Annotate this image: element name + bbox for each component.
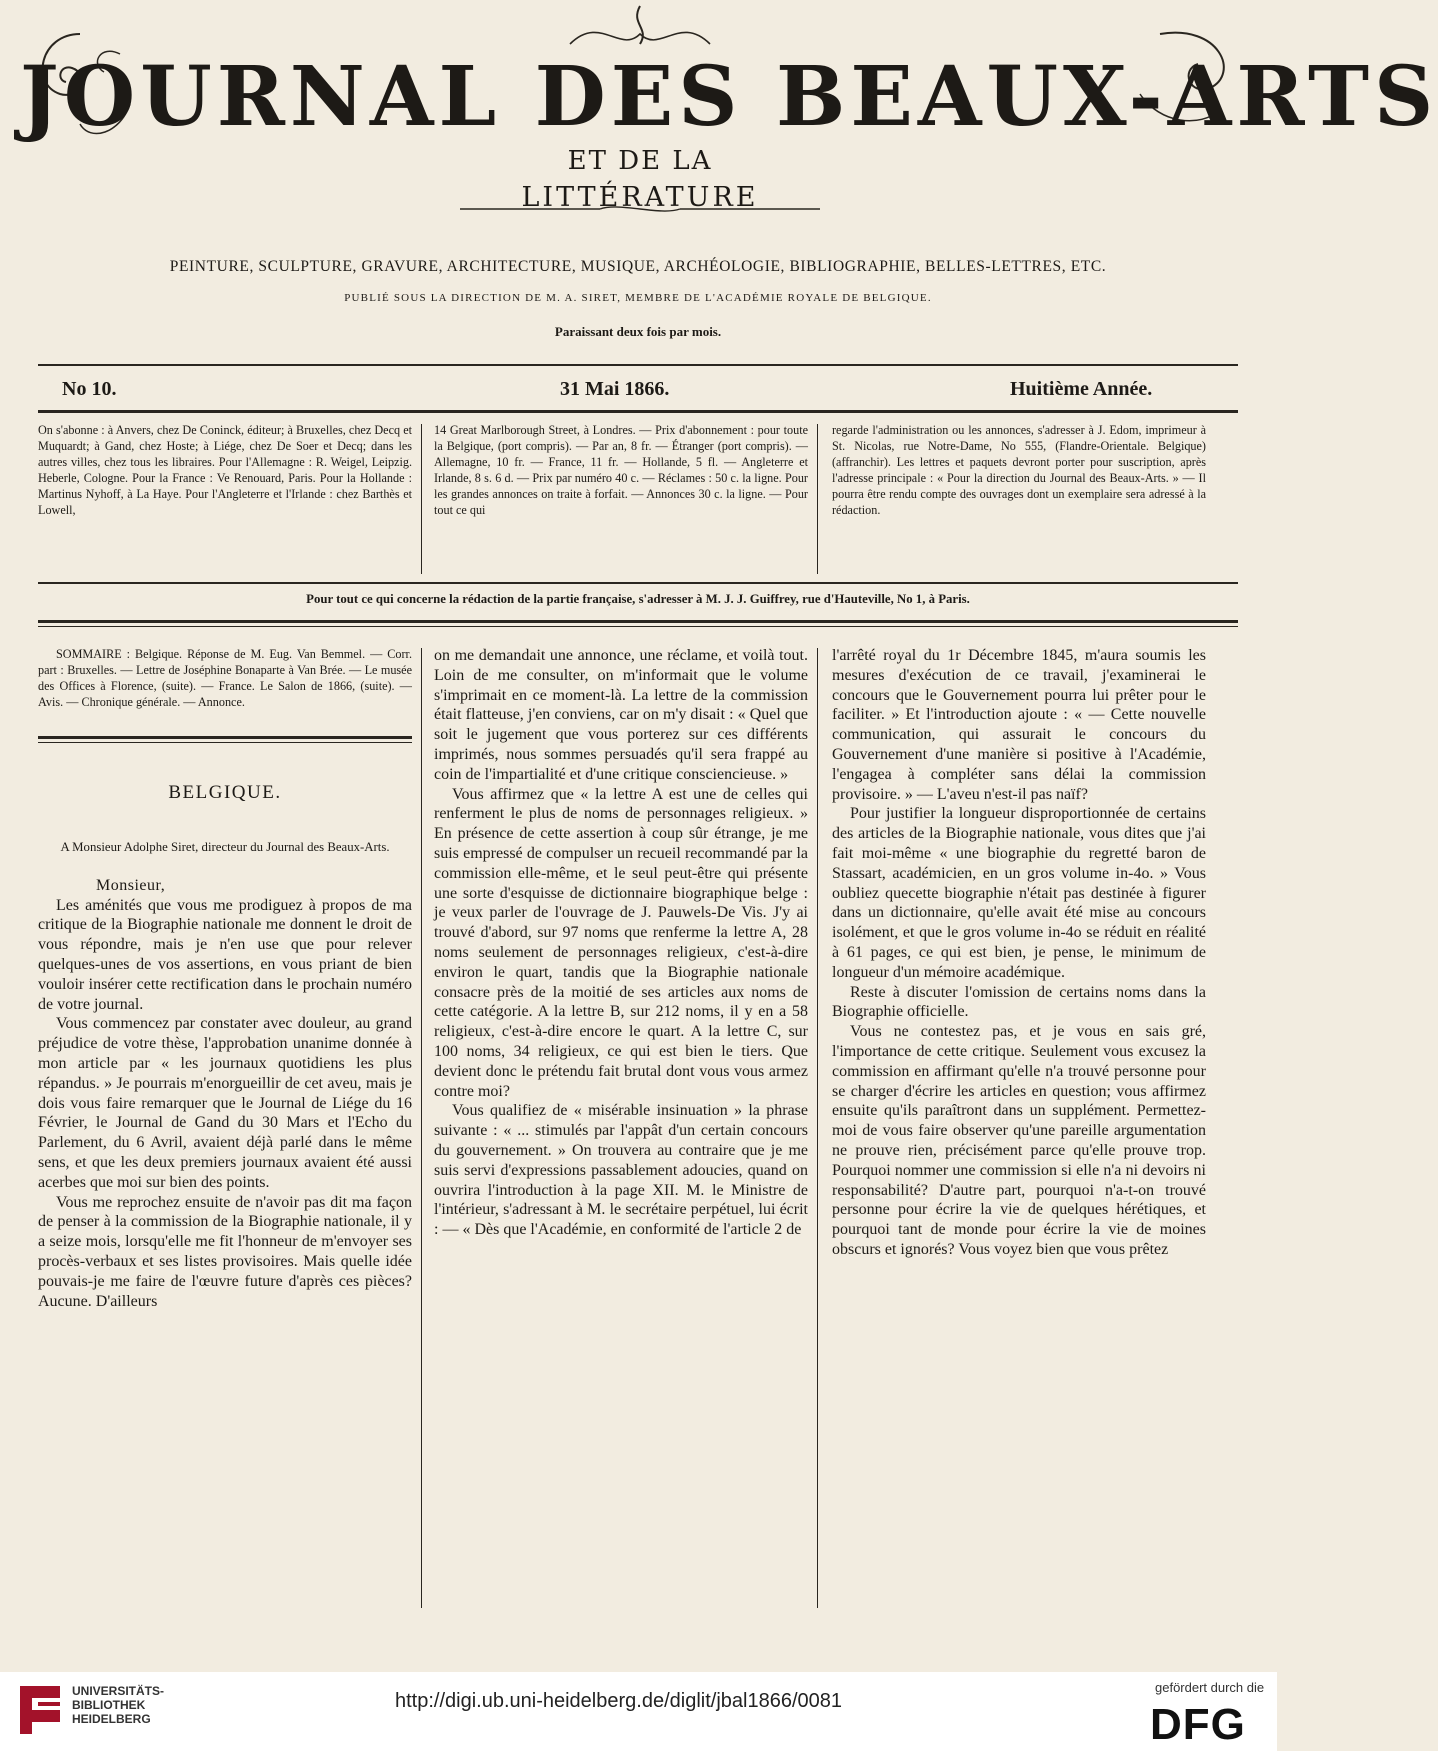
journal-title: JOURNAL DES BEAUX-ARTS <box>20 49 1438 145</box>
col3-paragraph: Pour justifier la longueur disproportionnée de certains des articles de la Biographie nationale, vous dites que j'ai fait moi-même « une biographie du regretté baron de Stassart, académicien, en un gros volume in-4o. » Vous oubliez quecette biographie n'était pas destinée à figurer dans un dictionnaire, qu'elle avait été mise au concours isolément, et que le gros volume in-4o se réduit en réalité à 61 pages, ce qui est bien, je pense, le minimum de longueur d'un mémoire académique. <box>832 805 1206 981</box>
issue-year: Huitième Année. <box>1010 378 1153 400</box>
header-rule-bottom <box>38 410 1238 413</box>
col2-paragraph: on me demandait une annonce, une réclame, et voilà tout. Loin de me consulter, on m'informait que le volume s'imprimait en ce moment-là. La lettre de la commission était flatteuse, j'en conviens, car on m'y disait : « Quel que soit le jugement que vous porterez sur ces différents imprimés, nous sommes persuadés qu'il sera frappé au coin de l'impartialité et d'une critique consciencieuse. » <box>434 647 808 783</box>
redaction-rule-bottom <box>38 620 1238 623</box>
dfg-logo-text: DFG <box>1150 1700 1246 1749</box>
col1-paragraph: Vous commencez par constater avec douleur, au grand préjudice de votre thèse, l'approbation unanime donnée à mon article par « les journaux quotidiens les plus répandus. » Je pourrais m'enorgueillir de cet aveu, mais je dois vous faire remarquer que le Journal de Liége du 16 Février, le Journal de Gand du 30 Mars et l'Echo du Parlement, du 6 Avril, avaient déjà parlé dans le même sens, et que les deux premiers journaux avaient été aussi acerbes que moi sur bien des points. <box>38 1015 412 1191</box>
university-library-logo-icon <box>16 1682 64 1738</box>
letter-salutation: Monsieur, <box>96 876 166 894</box>
journal-subtitle-et-de-la: ET DE LA <box>567 146 713 176</box>
col1-paragraph: Les aménités que vous me prodiguez à propos de ma critique de la Biographie nationale me donnent le droit de vous répondre, mais je n'en use que pour relever quelques-unes de vos assertions, en vous priant de bien vouloir insérer cette rectification dans le prochain numéro de votre journal. <box>38 896 412 1013</box>
issue-date: 31 Mai 1866. <box>560 378 670 400</box>
col2-paragraph: Vous qualifiez de « misérable insinuation » la phrase suivante : « ... stimulés par l'appât d'un certain concours du gouvernement. » On trouvera au contraire que je me suis servi d'expressions passablement adoucies, quand on ouvrira l'introduction à la page XII. M. le Ministre de l'intérieur, s'adressant à M. le secrétaire perpétuel, lui écrit : — « Dès que l'Académie, en conformité de l'article 2 de <box>434 1102 808 1239</box>
library-line: HEIDELBERG <box>72 1712 151 1726</box>
library-line: UNIVERSITÄTS- <box>72 1684 165 1698</box>
article-column-2 <box>434 646 808 1240</box>
journal-subtitle-litterature: LITTÉRATURE <box>521 182 759 213</box>
redaction-rule-bottom-2 <box>38 626 1238 627</box>
publisher-line: PUBLIÉ SOUS LA DIRECTION DE M. A. SIRET, MEMBRE DE L'ACADÉMIE ROYALE DE BELGIQUE. <box>344 292 932 304</box>
col1-paragraph: Vous me reprochez ensuite de n'avoir pas dit ma façon de penser à la commission de la Biographie nationale, il y a seize mois, lorsqu'elle me fit l'honneur de m'envoyer ses procès-verbaux et ses listes provisoires. Mais quelle idée pouvais-je me faire de l'œuvre future d'après ces pièces? Aucune. D'ailleurs <box>38 1193 412 1310</box>
section-heading-belgique: BELGIQUE. <box>168 782 282 803</box>
column-divider-1 <box>421 648 422 1608</box>
article-column-3 <box>832 646 1206 1260</box>
sommaire: SOMMAIRE : Belgique. Réponse de M. Eug. Van Bemmel. — Corr. part : Bruxelles. — Lettre de Joséphine Bonaparte à Van Brée. — Le musée des Offices à Florence, (suite). — France. Le Salon de 1866, (suite). — Avis. — Chronique générale. — Annonce. <box>38 647 412 709</box>
redaction-rule-top <box>38 582 1238 584</box>
library-line: BIBLIOTHEK <box>72 1698 146 1712</box>
issue-number: No 10. <box>62 378 117 400</box>
digitization-footer <box>0 1672 1277 1751</box>
topics-line: PEINTURE, SCULPTURE, GRAVURE, ARCHITECTURE, MUSIQUE, ARCHÉOLOGIE, BIBLIOGRAPHIE, BELLES-LETTRES, ETC. <box>169 258 1107 275</box>
col3-paragraph: Reste à discuter l'omission de certains noms dans la Biographie officielle. <box>832 983 1206 1021</box>
letter-address: A Monsieur Adolphe Siret, directeur du Journal des Beaux-Arts. <box>60 839 390 854</box>
subscription-col-1: On s'abonne : à Anvers, chez De Coninck, éditeur; à Bruxelles, chez Decq et Muquardt; à Gand, chez Hoste; à Liége, chez De Soer et Decq; dans les autres villes, chez tous les libraires. Pour l'Allemagne : R. Weigel, Leipzig. Heberle, Cologne. Pour la France : Ve Renouard, Paris. Pour la Hollande : Martinus Nyhoff, à La Haye. Pour l'Angleterre et l'Irlande : chez Barthès et Lowell, <box>38 423 412 518</box>
subscription-divider-1 <box>421 424 422 574</box>
col2-paragraph: Vous affirmez que « la lettre A est une de celles qui renferment le plus de noms de personnages religieux. » En présence de cette assertion à coup sûr étrange, je me suis empressé de compulser un recueil recommandé par la commission elle-même, et le seul peut-être qui présente une sorte d'esquisse de dictionnaire biographique belge : je veux parler de l'ouvrage de J. Pauwels-De Vis. J'y ai trouvé d'abord, sur 97 noms que renferme la lettre A, 28 noms seulement de personnages religieux, c'est-à-dire environ le quart, tandis que la Biographie nationale consacre près de la moitié de ses articles aux noms de cette catégorie. A la lettre B, sur 212 noms, il y en a 58 religieux, c'est-à-dire encore le quart. A la lettre C, sur 100 noms, 34 religieux, ce qui est bien le tiers. Que devient donc le prétendu fait brutal dont vous vous armez contre moi? <box>434 785 808 1100</box>
subscription-col-3: regarde l'administration ou les annonces, s'adresser à J. Edom, imprimeur à St. Nicolas, rue Notre-Dame, No 555, (Flandre-Orientale. Belgique) (affranchir). Les lettres et paquets devront porter pour suscription, après l'adresse principale : « Pour la direction du Journal des Beaux-Arts. » — Il pourra être rendu compte des ouvrages dont un exemplaire sera adressé à la rédaction. <box>832 423 1206 518</box>
funded-by-label: gefördert durch die <box>1155 1680 1265 1695</box>
sommaire-rule-thin <box>38 742 412 743</box>
ornament-underline-icon <box>460 202 820 216</box>
masthead <box>20 4 1438 214</box>
column-divider-2 <box>817 648 818 1608</box>
subscription-divider-2 <box>817 424 818 574</box>
col3-paragraph: l'arrêté royal du 1r Décembre 1845, m'aura soumis les mesures d'exécution de ce travail, j'examinerai le concours que le Gouvernement pourra lui prêter pour le faciliter. » Et l'introduction ajoute : « — Cette nouvelle communication, qui assurait le concours du Gouvernement d'une manière si positive à l'Académie, l'engagea à compléter sans délai la commission provisoire. » — L'aveu n'est-il pas naïf? <box>832 647 1206 803</box>
sommaire-rule <box>38 736 412 739</box>
subscription-col-2: 14 Great Marlborough Street, à Londres. — Prix d'abonnement : pour toute la Belgique, (port compris). — Par an, 8 fr. — Étranger (port compris). — Allemagne, 10 fr. — France, 11 fr. — Hollande, 5 fl. — Angleterre et Irlande, 8 s. 6 d. — Prix par numéro 40 c. — Réclames : 50 c. la ligne. Pour les grandes annonces on traite à forfait. — Annonces 30 c. la ligne. — Pour tout ce qui <box>434 423 808 518</box>
source-url-link[interactable]: http://digi.ub.uni-heidelberg.de/diglit/jbal1866/0081 <box>395 1690 843 1712</box>
col3-paragraph: Vous ne contestez pas, et je vous en sais gré, l'importance de cette critique. Seulement vous excusez la commission en affirmant qu'elle n'a trouvé personne pour se charger d'écrire les articles en question; vous affirmez ensuite qu'ils paraîtront dans un supplément. Permettez-moi de vous faire observer qu'une pareille argumentation ne prouve rien, précisément parce qu'elle prouve trop. Pourquoi nommer une commission si elle n'a ni devoirs ni responsabilité? D'autre part, pourquoi n'a-t-on trouvé personne pour écrire la vie de quelques hérétiques, et pourquoi tant de monde pour écrire la vie de moines obscurs et ignorés? Vous voyez bien que vous prêtez <box>832 1023 1206 1258</box>
redaction-notice: Pour tout ce qui concerne la rédaction de la partie française, s'adresser à M. J. J. Guiffrey, rue d'Hauteville, No 1, à Paris. <box>306 592 970 606</box>
frequency-line: Paraissant deux fois par mois. <box>554 324 722 339</box>
article-column-1 <box>38 646 412 1311</box>
university-library-name <box>72 1684 164 1726</box>
header-rule-top <box>38 364 1238 366</box>
